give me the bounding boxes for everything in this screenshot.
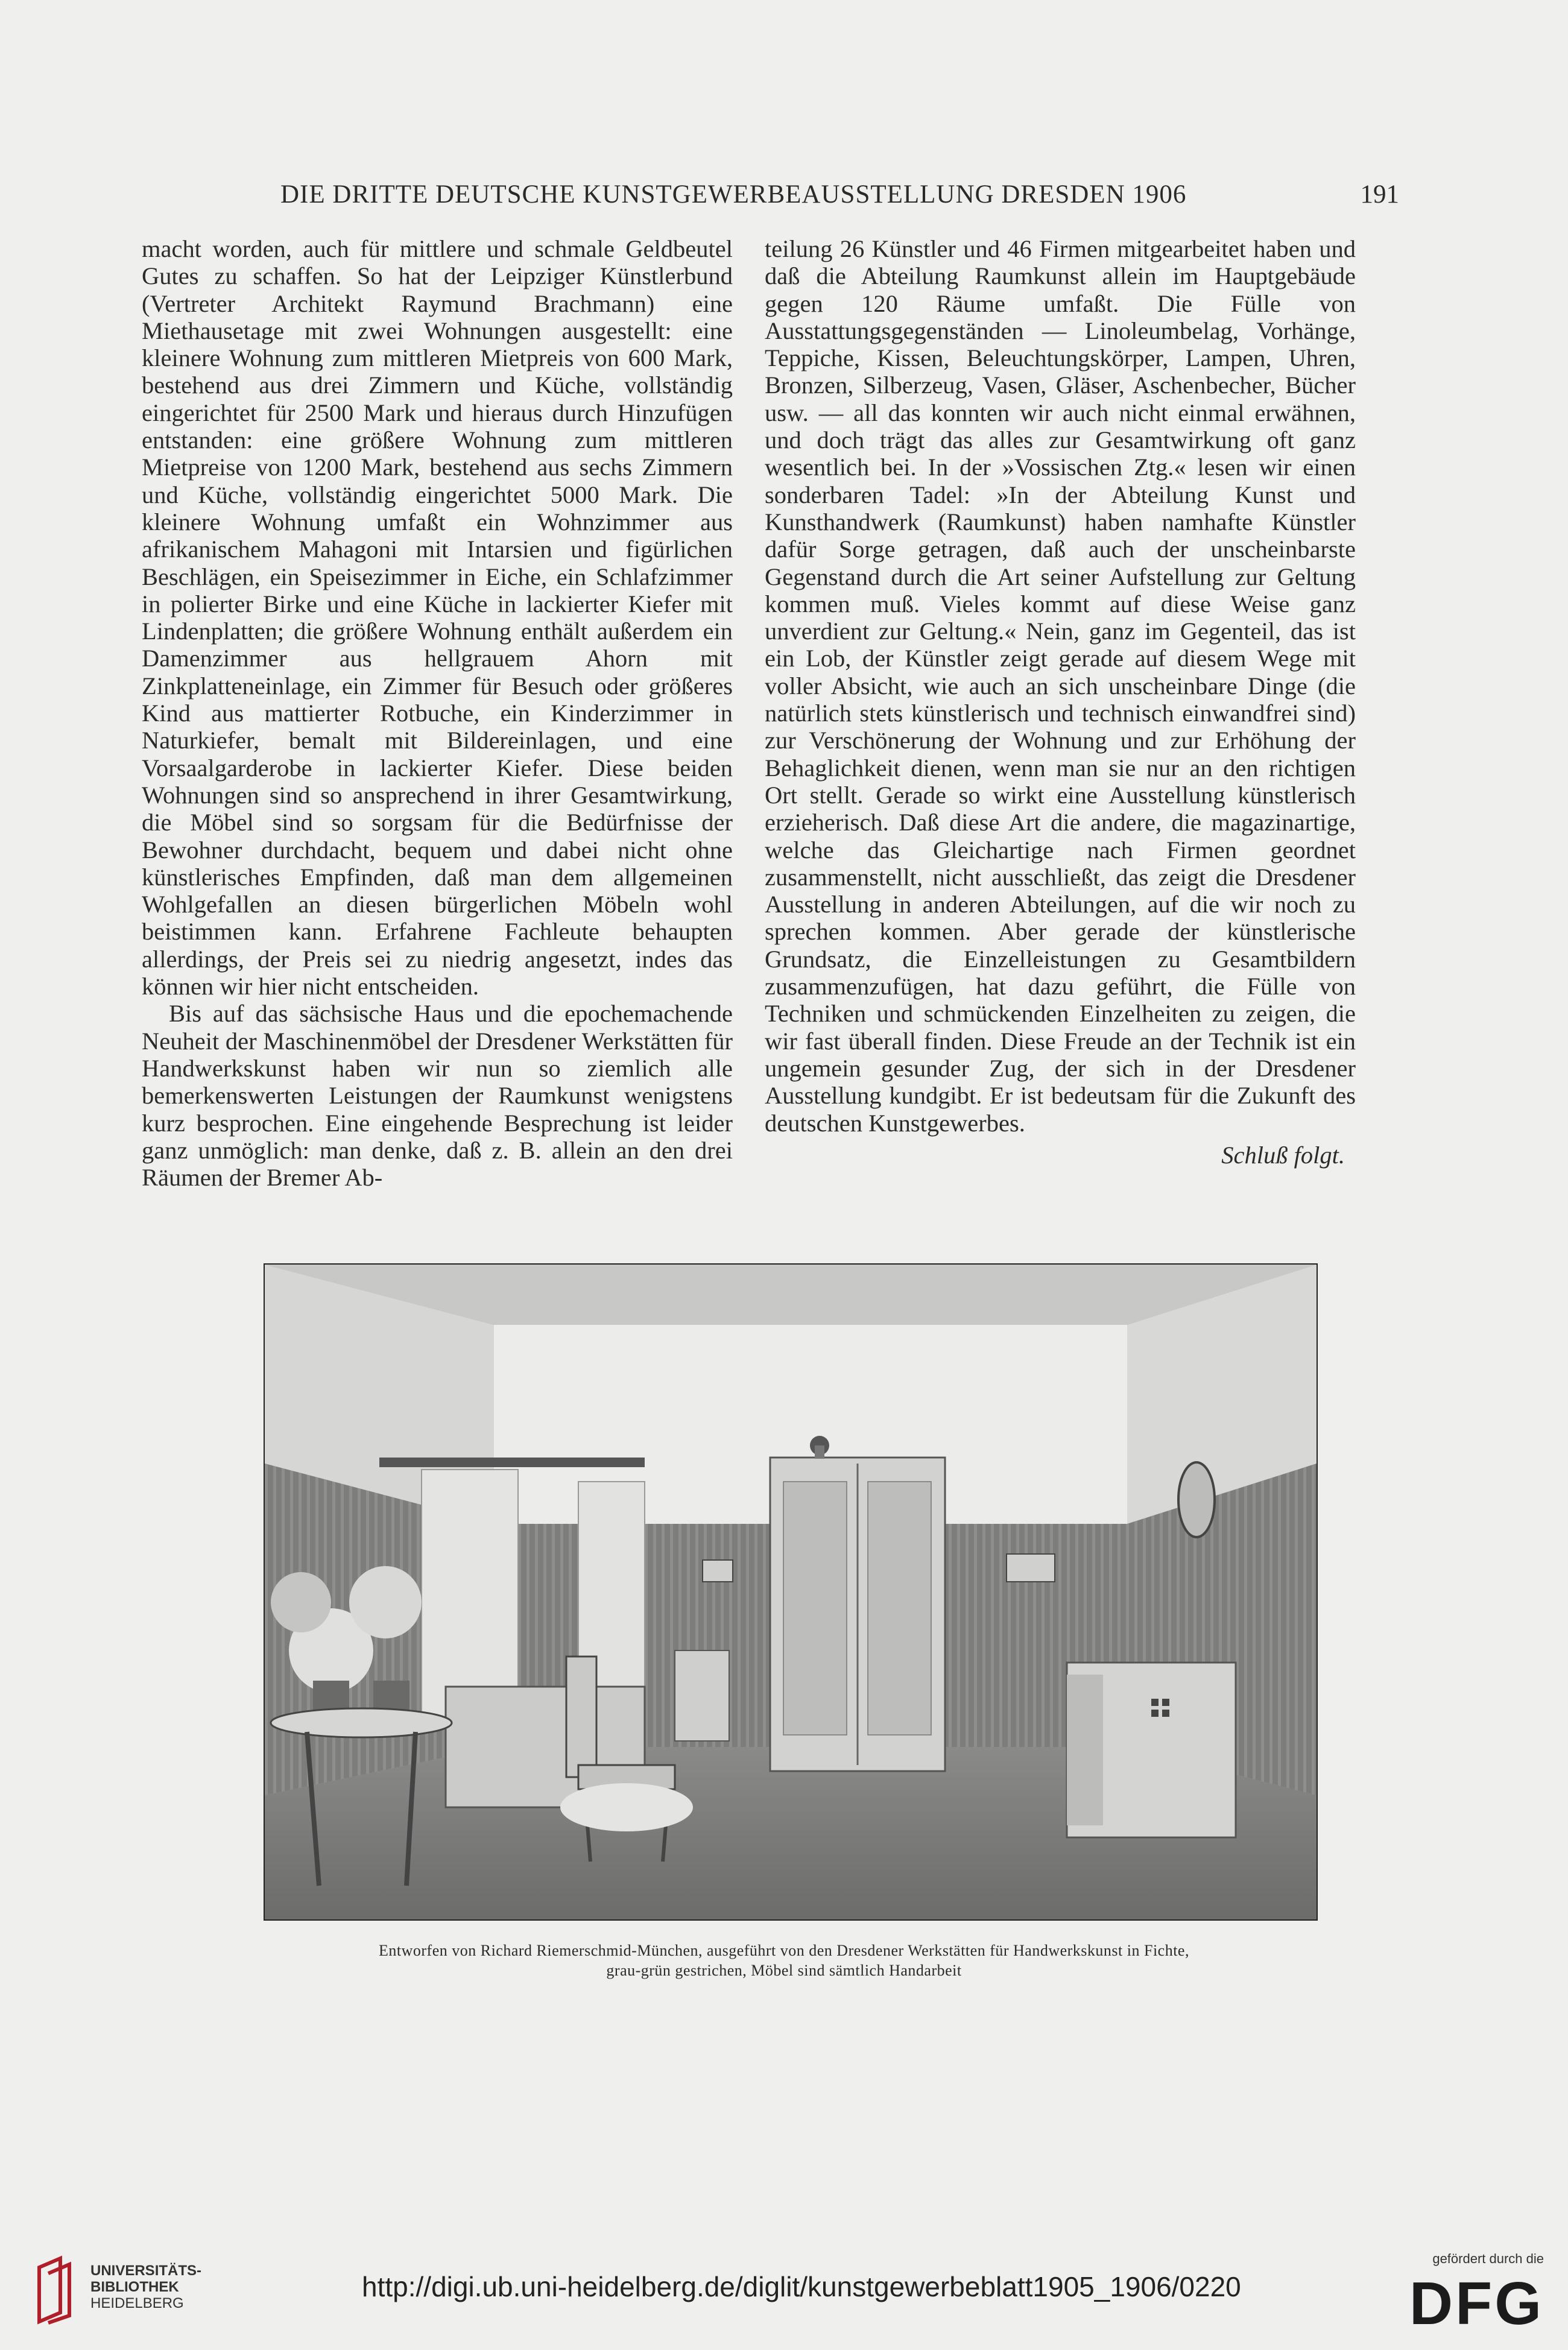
dfg-logo: DFG bbox=[1409, 2270, 1544, 2337]
left-paragraph-2: Bis auf das sächsische Haus und die epochemachende Neuheit der Maschinenmöbel der Dresdener Werkstätten für Handwerkskunst haben wir nun so ziemlich alle bemerkenswerten Leistungen der Raumkunst wenigstens kurz besprochen. Eine eingehende Besprechung ist leider ganz unmöglich: man denke, daß z. B. allein an den drei Räumen der Bremer Ab- bbox=[142, 1000, 733, 1192]
permalink-url[interactable]: http://digi.ub.uni-heidelberg.de/diglit/kunstgewerbeblatt1905_1906/0220 bbox=[362, 2271, 1241, 2302]
left-paragraph-1: macht worden, auch für mittlere und schmale Geldbeutel Gutes zu schaffen. So hat der Leipziger Künstlerbund (Vertreter Architekt Raymund Brachmann) eine Miethausetage mit zwei Wohnungen ausgestellt: eine kleinere Wohnung zum mittleren Mietpreis von 600 Mark, bestehend aus drei Zimmern und Küche, vollständig eingerichtet für 2500 Mark und hieraus durch Hinzufügen entstanden: eine größere Wohnung zum mittleren Mietpreise von 1200 Mark, bestehend aus sechs Zimmern und Küche, vollständig eingerichtet 5000 Mark. Die kleinere Wohnung umfaßt ein Wohnzimmer aus afrikanischem Mahagoni mit Intarsien und figürlichen Beschlägen, ein Speisezimmer in Eiche, ein Schlafzimmer in polierter Birke und eine Küche in lackierter Kiefer mit Lindenplatten; die größere Wohnung enthält außerdem ein Damenzimmer aus hellgrauem Ahorn mit Zinkplatteneinlage, ein Zimmer für Besuch oder größeres Kind aus mattierter Rotbuche, ein Kinderzimmer in Naturkiefer, bemalt mit Bildereinlagen, und eine Vorsaalgarderobe in lackierter Kiefer. Diese beiden Wohnungen sind so ansprechend in ihrer Gesamtwirkung, die Möbel sind so sorgsam für die Bedürfnisse der Bewohner durchdacht, bequem und dabei nicht ohne künstlerisches Empfinden, daß man dem allgemeinen Wohlgefallen an diesen bürgerlichen Möbeln wohl beistimmen kann. Erfahrene Fachleute behaupten allerdings, der Preis sei zu niedrig angesetzt, indes das können wir hier nicht entscheiden. bbox=[142, 235, 733, 1000]
funding-text: gefördert durch die bbox=[1432, 2251, 1544, 2266]
caption-line-1: Entworfen von Richard Riemerschmid-München, ausgeführt von den Dresdener Werkstätten für Handwerkskunst in Fichte, bbox=[379, 1942, 1189, 1959]
figure-caption bbox=[181, 1941, 1387, 1980]
library-name-line-1: UNIVERSITÄTS- bbox=[90, 2263, 202, 2279]
running-header: DIE DRITTE DEUTSCHE KUNSTGEWERBEAUSSTELLUNG DRESDEN 1906 bbox=[280, 180, 1187, 209]
library-name-line-3: HEIDELBERG bbox=[90, 2295, 184, 2311]
university-library-logo-icon bbox=[33, 2255, 78, 2325]
library-name bbox=[90, 2263, 235, 2311]
caption-line-2: grau-grün gestrichen, Möbel sind sämtlich Handarbeit bbox=[606, 1962, 962, 1979]
continuation-note: Schluß folgt. bbox=[1221, 1141, 1345, 1169]
bedroom-photo-illustration bbox=[265, 1265, 1317, 1919]
interior-photograph bbox=[264, 1263, 1318, 1921]
right-paragraph-1: teilung 26 Künstler und 46 Firmen mitgearbeitet haben und daß die Abteilung Raumkunst allein im Hauptgebäude gegen 120 Räume umfaßt. Die Fülle von Ausstattungsgegenständen — Linoleumbelag, Vorhänge, Teppiche, Kissen, Beleuchtungskörper, Lampen, Uhren, Bronzen, Silberzeug, Vasen, Gläser, Aschenbecher, Bücher usw. — all das konnten wir auch nicht einmal erwähnen, und doch trägt das alles zur Gesamtwirkung oft ganz wesentlich bei. In der »Vossischen Ztg.« lesen wir einen sonderbaren Tadel: »In der Abteilung Kunst und Kunsthandwerk (Raumkunst) haben namhafte Künstler dafür Sorge getragen, daß auch der unscheinbarste Gegenstand durch die Art seiner Aufstellung zur Geltung kommen muß. Vieles kommt auf diese Weise ganz unverdient zur Geltung.« Nein, ganz im Gegenteil, das ist ein Lob, der Künstler zeigt gerade auf diesem Wege mit voller Absicht, wie auch an sich unscheinbare Dinge (die natürlich stets künstlerisch und technisch einwandfrei sind) zur Verschönerung der Wohnung und zur Erhöhung der Behaglichkeit dienen, wenn man sie nur an den richtigen Ort stellt. Gerade so wirkt eine Ausstellung künstlerisch erzieherisch. Daß diese Art die andere, die magazinartige, welche das Gleichartige nach Firmen geordnet zusammenstellt, nicht ausschließt, das zeigt die Dresdener Ausstellung in anderen Abteilungen, auf die wir noch zu sprechen kommen. Aber gerade der künstlerische Grundsatz, die Einzelleistungen zu Gesamtbildern zusammenzufügen, hat dazu geführt, die Fülle von Techniken und schmückenden Einzelheiten zu zeigen, die wir fast überall finden. Diese Freude an der Technik ist ein ungemein gesunder Zug, der sich in der Dresdener Ausstellung kundgibt. Er ist bedeutsam für die Zukunft des deutschen Kunstgewerbes. bbox=[765, 235, 1356, 1137]
library-name-line-2: BIBLIOTHEK bbox=[90, 2279, 179, 2295]
right-column bbox=[765, 235, 1356, 1169]
left-column bbox=[142, 235, 733, 1191]
page-number: 191 bbox=[1360, 180, 1399, 209]
